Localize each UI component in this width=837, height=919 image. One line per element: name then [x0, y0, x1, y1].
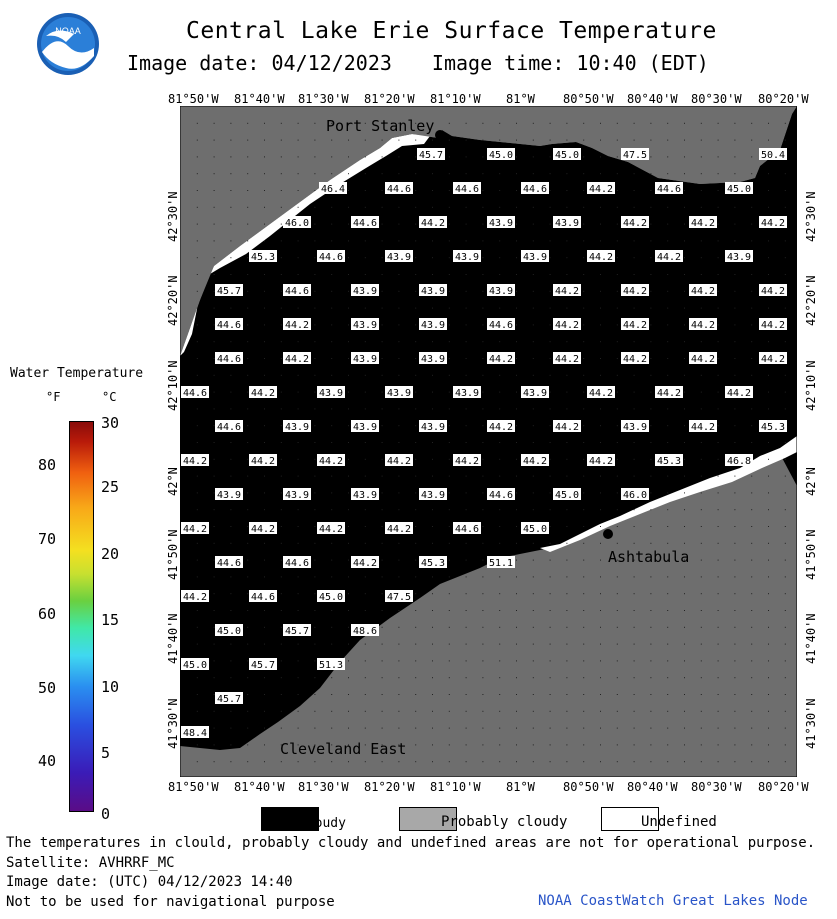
lon-label: 80°20'W [758, 780, 809, 794]
lon-label: 81°50'W [168, 92, 219, 106]
legend-title: Water Temperature [10, 366, 144, 381]
svg-text:43.9: 43.9 [387, 388, 412, 399]
lat-label: 42°30'N [804, 191, 818, 242]
lat-label: 42°30'N [166, 191, 180, 242]
lon-label: 80°50'W [563, 780, 614, 794]
temperature-value [385, 250, 413, 263]
temperature-value [487, 420, 515, 433]
temperature-value [351, 420, 379, 433]
fahrenheit-tick: 40 [38, 752, 57, 770]
temperature-value [621, 352, 649, 365]
temperature-value [621, 148, 649, 161]
svg-text:44.2: 44.2 [251, 456, 276, 467]
temperature-value [655, 454, 683, 467]
page-title: Central Lake Erie Surface Temperature [186, 18, 717, 44]
svg-text:43.9: 43.9 [489, 286, 514, 297]
celsius-tick: 25 [101, 478, 120, 496]
lat-label: 42°N [166, 467, 180, 496]
temperature-value [215, 556, 243, 569]
temperature-value [759, 148, 787, 161]
temperature-value [553, 488, 581, 501]
cloudy-label: Cloudy [299, 816, 346, 831]
lon-label: 81°30'W [298, 780, 349, 794]
svg-text:43.9: 43.9 [421, 354, 446, 365]
lat-label: 42°10'N [804, 360, 818, 411]
svg-text:44.2: 44.2 [489, 422, 514, 433]
temperature-value [725, 250, 753, 263]
svg-text:43.9: 43.9 [727, 252, 752, 263]
temperature-value [553, 216, 581, 229]
svg-text:44.6: 44.6 [523, 184, 548, 195]
svg-text:51.3: 51.3 [319, 660, 344, 671]
svg-text:45.3: 45.3 [251, 252, 276, 263]
temperature-value [283, 352, 311, 365]
port-stanley-marker [435, 130, 445, 140]
svg-text:48.6: 48.6 [353, 626, 378, 637]
svg-text:44.2: 44.2 [691, 218, 716, 229]
lon-label: 81°W [506, 92, 535, 106]
svg-text:44.2: 44.2 [623, 354, 648, 365]
svg-text:48.4: 48.4 [183, 728, 208, 739]
lat-label: 41°40'N [166, 613, 180, 664]
lat-label: 42°20'N [804, 275, 818, 326]
temperature-value [521, 386, 549, 399]
svg-text:44.2: 44.2 [589, 184, 614, 195]
temperature-value [553, 352, 581, 365]
temperature-value [487, 488, 515, 501]
fahrenheit-tick: 80 [38, 456, 57, 474]
temperature-value [215, 488, 243, 501]
svg-text:44.2: 44.2 [285, 354, 310, 365]
temperature-value [587, 250, 615, 263]
temperature-value [521, 522, 549, 535]
celsius-tick: 30 [101, 414, 120, 432]
temperature-value [283, 624, 311, 637]
temperature-value [249, 454, 277, 467]
svg-text:46.4: 46.4 [321, 184, 346, 195]
temperature-value [689, 216, 717, 229]
temperature-value [759, 420, 787, 433]
temperature-value [283, 216, 311, 229]
svg-text:43.9: 43.9 [489, 218, 514, 229]
temperature-value [621, 488, 649, 501]
svg-text:44.6: 44.6 [455, 524, 480, 535]
temperature-value [553, 284, 581, 297]
svg-text:43.9: 43.9 [353, 422, 378, 433]
temperature-value [317, 250, 345, 263]
temperature-value [689, 420, 717, 433]
temperature-value [487, 352, 515, 365]
temperature-value [419, 488, 447, 501]
temperature-value [453, 522, 481, 535]
svg-text:44.2: 44.2 [623, 286, 648, 297]
temperature-value [181, 726, 209, 739]
lon-label: 81°30'W [298, 92, 349, 106]
svg-text:44.2: 44.2 [455, 456, 480, 467]
temperature-value [419, 318, 447, 331]
temperature-value [319, 182, 347, 195]
svg-text:44.2: 44.2 [353, 558, 378, 569]
svg-text:44.2: 44.2 [589, 456, 614, 467]
temperature-value [351, 556, 379, 569]
image-time: Image time: 10:40 (EDT) [431, 51, 709, 75]
lon-label: 80°20'W [758, 92, 809, 106]
lat-label: 42°N [804, 467, 818, 496]
temperature-value [215, 318, 243, 331]
svg-text:45.7: 45.7 [251, 660, 276, 671]
svg-text:44.2: 44.2 [691, 320, 716, 331]
lon-label: 81°20'W [364, 780, 415, 794]
temperature-value [453, 182, 481, 195]
svg-text:43.9: 43.9 [319, 388, 344, 399]
svg-text:44.6: 44.6 [319, 252, 344, 263]
temperature-value [351, 216, 379, 229]
lon-label: 80°30'W [691, 92, 742, 106]
svg-text:45.0: 45.0 [555, 150, 580, 161]
svg-text:43.9: 43.9 [455, 252, 480, 263]
temperature-value [655, 250, 683, 263]
temperature-value [283, 556, 311, 569]
temperature-value [689, 284, 717, 297]
svg-text:44.2: 44.2 [183, 456, 208, 467]
temperature-value [283, 284, 311, 297]
svg-text:43.9: 43.9 [421, 286, 446, 297]
temperature-value [317, 522, 345, 535]
svg-text:45.0: 45.0 [319, 592, 344, 603]
temperature-value [487, 556, 515, 569]
temperature-value [621, 420, 649, 433]
svg-text:44.2: 44.2 [761, 218, 786, 229]
svg-text:44.2: 44.2 [589, 388, 614, 399]
svg-text:44.2: 44.2 [589, 252, 614, 263]
temperature-value [587, 386, 615, 399]
svg-text:44.6: 44.6 [251, 592, 276, 603]
ashtabula-marker [603, 529, 613, 539]
lat-label: 41°40'N [804, 613, 818, 664]
svg-text:43.9: 43.9 [421, 490, 446, 501]
disclaimer-text: The temperatures in clould, probably cloudy and undefined areas are not for operational purpose. [6, 835, 816, 851]
svg-text:44.6: 44.6 [217, 558, 242, 569]
svg-text:45.7: 45.7 [419, 150, 444, 161]
probably-cloudy-label: Probably cloudy [441, 814, 568, 830]
lon-label: 80°40'W [627, 92, 678, 106]
temperature-value [283, 318, 311, 331]
svg-text:44.6: 44.6 [657, 184, 682, 195]
temperature-value [419, 216, 447, 229]
svg-text:44.2: 44.2 [251, 524, 276, 535]
svg-text:43.9: 43.9 [455, 388, 480, 399]
temperature-value [215, 624, 243, 637]
svg-text:44.2: 44.2 [691, 354, 716, 365]
temperature-value [453, 386, 481, 399]
svg-text:44.6: 44.6 [217, 320, 242, 331]
temperature-value [181, 590, 209, 603]
temperature-value [417, 148, 445, 161]
lat-label: 41°50'N [166, 529, 180, 580]
svg-text:45.7: 45.7 [217, 694, 242, 705]
undefined-label: Undefined [641, 814, 717, 830]
svg-text:44.2: 44.2 [657, 252, 682, 263]
svg-text:43.9: 43.9 [353, 490, 378, 501]
svg-text:43.9: 43.9 [353, 320, 378, 331]
svg-text:44.2: 44.2 [183, 524, 208, 535]
temperature-value [317, 590, 345, 603]
svg-text:45.0: 45.0 [183, 660, 208, 671]
lon-label: 80°50'W [563, 92, 614, 106]
svg-text:43.9: 43.9 [387, 252, 412, 263]
temperature-value [249, 250, 277, 263]
svg-text:44.6: 44.6 [217, 354, 242, 365]
temperature-value [317, 386, 345, 399]
temperature-value [385, 386, 413, 399]
temperature-value [385, 590, 413, 603]
temperature-value [759, 318, 787, 331]
temperature-value [215, 420, 243, 433]
svg-text:45.7: 45.7 [285, 626, 310, 637]
temperature-value [351, 488, 379, 501]
svg-text:44.6: 44.6 [285, 558, 310, 569]
temperature-color-scale [69, 421, 94, 812]
svg-text:43.9: 43.9 [285, 422, 310, 433]
svg-text:43.9: 43.9 [555, 218, 580, 229]
svg-text:46.8: 46.8 [727, 456, 752, 467]
temperature-value [655, 386, 683, 399]
svg-text:43.9: 43.9 [523, 388, 548, 399]
svg-text:44.6: 44.6 [489, 490, 514, 501]
temperature-value [351, 352, 379, 365]
svg-text:44.2: 44.2 [319, 524, 344, 535]
temperature-value [215, 284, 243, 297]
temperature-value [655, 182, 683, 195]
svg-text:44.2: 44.2 [623, 320, 648, 331]
temperature-value [725, 386, 753, 399]
temperature-value [553, 148, 581, 161]
temperature-value [725, 182, 753, 195]
svg-text:44.6: 44.6 [183, 388, 208, 399]
lon-label: 81°20'W [364, 92, 415, 106]
temperature-value [249, 590, 277, 603]
lon-label: 81°W [506, 780, 535, 794]
svg-text:44.2: 44.2 [691, 286, 716, 297]
svg-text:50.4: 50.4 [761, 150, 786, 161]
svg-text:45.0: 45.0 [489, 150, 514, 161]
temperature-value [385, 182, 413, 195]
svg-text:43.9: 43.9 [285, 490, 310, 501]
temperature-value [351, 318, 379, 331]
temperature-value [215, 352, 243, 365]
svg-text:47.5: 47.5 [387, 592, 412, 603]
temperature-value [553, 420, 581, 433]
lat-label: 41°30'N [166, 698, 180, 749]
svg-text:44.2: 44.2 [623, 218, 648, 229]
svg-text:44.6: 44.6 [387, 184, 412, 195]
lon-label: 81°50'W [168, 780, 219, 794]
temperature-value [215, 692, 243, 705]
svg-text:44.2: 44.2 [761, 320, 786, 331]
svg-text:44.2: 44.2 [691, 422, 716, 433]
svg-text:44.6: 44.6 [353, 218, 378, 229]
place-ashtabula: Ashtabula [608, 548, 690, 566]
noaa-logo [36, 12, 100, 76]
svg-text:43.9: 43.9 [353, 354, 378, 365]
lat-label: 41°50'N [804, 529, 818, 580]
svg-text:44.2: 44.2 [251, 388, 276, 399]
temperature-value [521, 250, 549, 263]
svg-text:44.2: 44.2 [489, 354, 514, 365]
svg-text:46.0: 46.0 [285, 218, 310, 229]
lon-label: 81°10'W [430, 780, 481, 794]
svg-text:43.9: 43.9 [353, 286, 378, 297]
image-date: Image date: 04/12/2023 [127, 51, 392, 75]
svg-text:44.2: 44.2 [555, 286, 580, 297]
temperature-value [317, 658, 345, 671]
svg-text:45.0: 45.0 [727, 184, 752, 195]
svg-text:45.0: 45.0 [217, 626, 242, 637]
temperature-value [351, 284, 379, 297]
temperature-value [689, 318, 717, 331]
image-date-time [127, 51, 709, 75]
svg-text:44.2: 44.2 [555, 320, 580, 331]
svg-text:45.3: 45.3 [761, 422, 786, 433]
svg-text:44.2: 44.2 [555, 354, 580, 365]
svg-text:44.2: 44.2 [523, 456, 548, 467]
place-cleveland-east: Cleveland East [280, 740, 407, 758]
temperature-value [419, 556, 447, 569]
svg-text:44.2: 44.2 [657, 388, 682, 399]
temperature-value [419, 352, 447, 365]
temperature-value [453, 250, 481, 263]
svg-text:47.5: 47.5 [623, 150, 648, 161]
temperature-value [181, 522, 209, 535]
unit-celsius: °C [102, 390, 117, 404]
temperature-value [553, 318, 581, 331]
lon-label: 81°40'W [234, 92, 285, 106]
temperature-value [283, 420, 311, 433]
lat-label: 42°20'N [166, 275, 180, 326]
temperature-value [487, 216, 515, 229]
credit-text: NOAA CoastWatch Great Lakes Node [538, 893, 808, 909]
temperature-value [759, 284, 787, 297]
celsius-tick: 15 [101, 611, 120, 629]
svg-text:44.2: 44.2 [319, 456, 344, 467]
temperature-value [249, 386, 277, 399]
temperature-value [487, 318, 515, 331]
lat-label: 42°10'N [166, 360, 180, 411]
svg-text:44.2: 44.2 [183, 592, 208, 603]
fahrenheit-tick: 70 [38, 530, 57, 548]
lon-label: 81°10'W [430, 92, 481, 106]
temperature-value [689, 352, 717, 365]
temperature-value [759, 352, 787, 365]
utc-date-text: Image date: (UTC) 04/12/2023 14:40 [6, 874, 293, 890]
temperature-value [249, 658, 277, 671]
svg-text:43.9: 43.9 [421, 320, 446, 331]
navigation-warning: Not to be used for navigational purpose [6, 894, 335, 910]
svg-text:44.6: 44.6 [217, 422, 242, 433]
svg-text:44.2: 44.2 [727, 388, 752, 399]
temperature-value [351, 624, 379, 637]
svg-text:43.9: 43.9 [217, 490, 242, 501]
temperature-value [521, 182, 549, 195]
temperature-value [587, 454, 615, 467]
temperature-value [419, 284, 447, 297]
svg-text:44.2: 44.2 [285, 320, 310, 331]
temperature-value [521, 454, 549, 467]
temperature-value [385, 454, 413, 467]
svg-text:45.0: 45.0 [555, 490, 580, 501]
svg-text:44.2: 44.2 [761, 286, 786, 297]
celsius-tick: 20 [101, 545, 120, 563]
fahrenheit-tick: 60 [38, 605, 57, 623]
celsius-tick: 0 [101, 805, 111, 823]
svg-text:45.7: 45.7 [217, 286, 242, 297]
svg-text:45.0: 45.0 [523, 524, 548, 535]
temperature-value [317, 454, 345, 467]
temperature-value [181, 454, 209, 467]
svg-text:45.3: 45.3 [421, 558, 446, 569]
temperature-value [725, 454, 753, 467]
celsius-tick: 5 [101, 744, 111, 762]
temperature-value [249, 522, 277, 535]
lat-label: 41°30'N [804, 698, 818, 749]
svg-text:46.0: 46.0 [623, 490, 648, 501]
temperature-value [453, 454, 481, 467]
temperature-value [621, 284, 649, 297]
svg-text:44.6: 44.6 [455, 184, 480, 195]
temperature-map [180, 106, 797, 777]
fahrenheit-tick: 50 [38, 679, 57, 697]
temperature-value [587, 182, 615, 195]
svg-text:43.9: 43.9 [421, 422, 446, 433]
temperature-value [385, 522, 413, 535]
temperature-value [759, 216, 787, 229]
temperature-value [487, 284, 515, 297]
lon-label: 81°40'W [234, 780, 285, 794]
satellite-text: Satellite: AVHRRF_MC [6, 855, 175, 871]
svg-text:43.9: 43.9 [523, 252, 548, 263]
temperature-value [487, 148, 515, 161]
svg-text:45.3: 45.3 [657, 456, 682, 467]
temperature-value [181, 386, 209, 399]
celsius-tick: 10 [101, 678, 120, 696]
svg-text:44.2: 44.2 [387, 524, 412, 535]
svg-text:44.6: 44.6 [285, 286, 310, 297]
svg-text:44.2: 44.2 [761, 354, 786, 365]
svg-text:44.2: 44.2 [555, 422, 580, 433]
svg-text:44.2: 44.2 [387, 456, 412, 467]
temperature-value [621, 318, 649, 331]
lon-label: 80°30'W [691, 780, 742, 794]
temperature-value [181, 658, 209, 671]
unit-fahrenheit: °F [46, 390, 61, 404]
svg-text:44.2: 44.2 [421, 218, 446, 229]
temperature-value [283, 488, 311, 501]
temperature-value [621, 216, 649, 229]
svg-text:43.9: 43.9 [623, 422, 648, 433]
svg-text:51.1: 51.1 [489, 558, 514, 569]
logo-text: NOAA [55, 26, 81, 36]
temperature-value [419, 420, 447, 433]
lon-label: 80°40'W [627, 780, 678, 794]
place-port-stanley: Port Stanley [326, 117, 435, 135]
svg-text:44.6: 44.6 [489, 320, 514, 331]
